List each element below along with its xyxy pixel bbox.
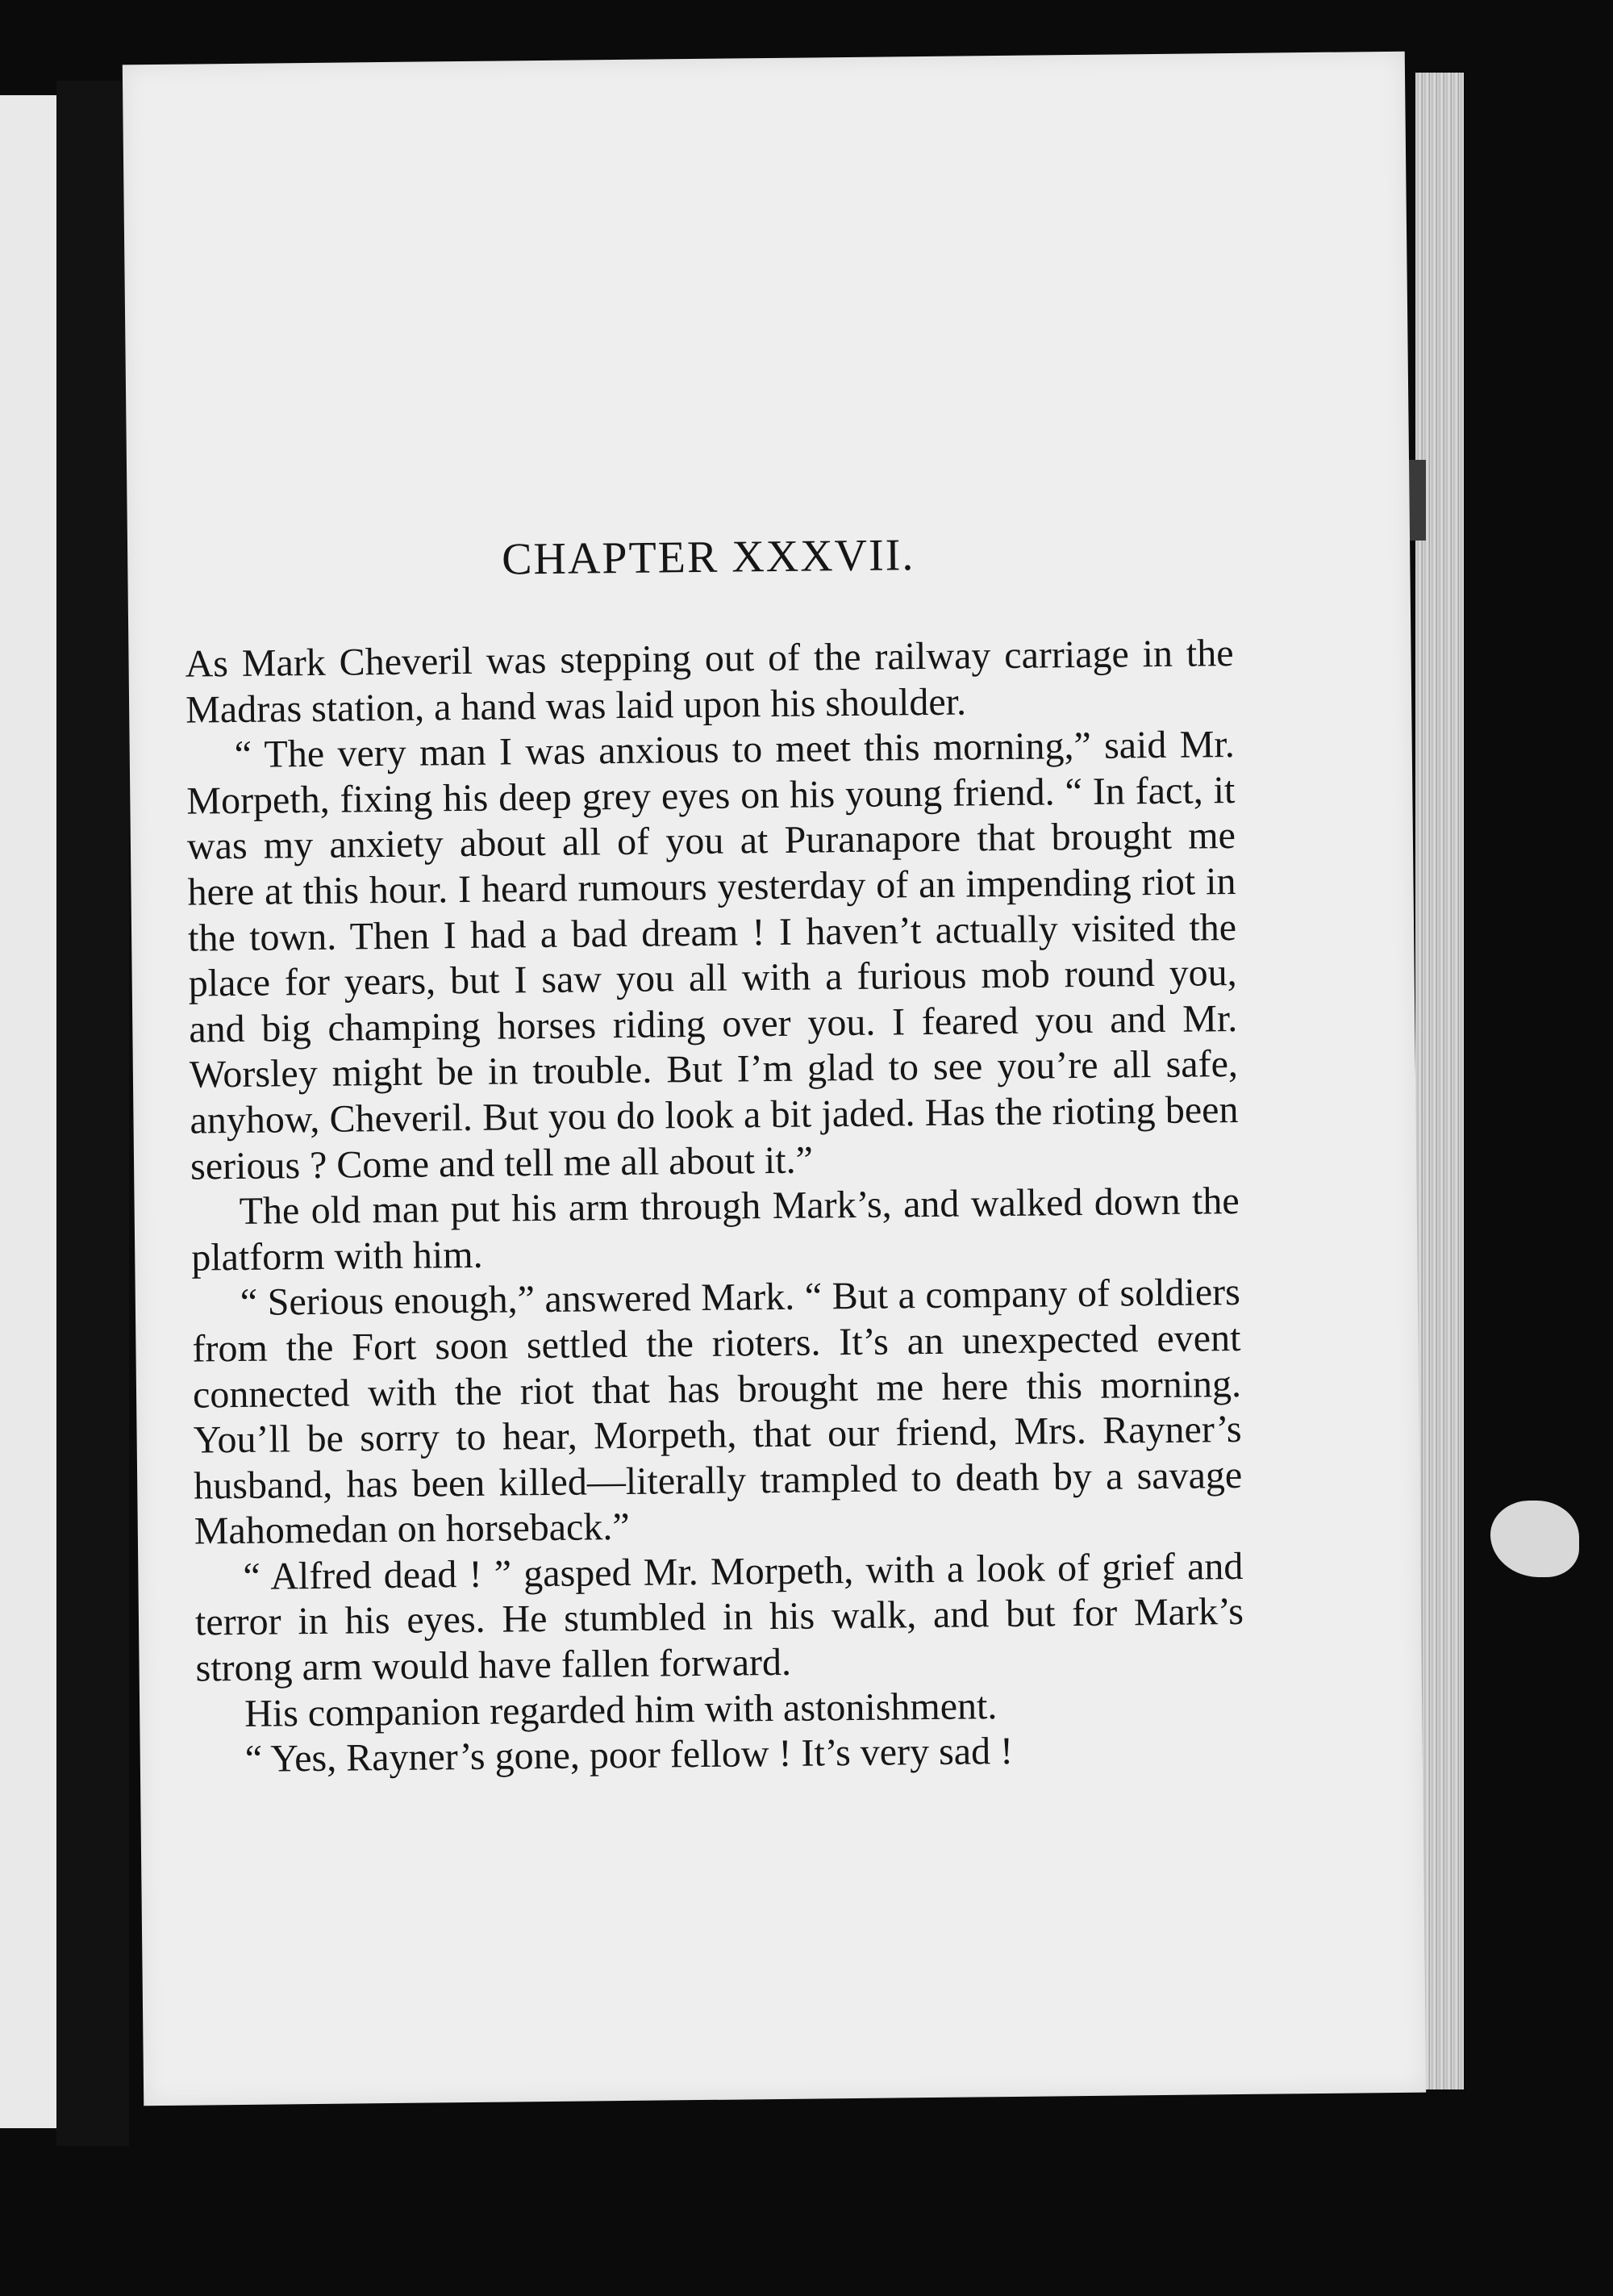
paragraph: “ Yes, Rayner’s gone, poor fellow ! It’s very sad ! (244, 1730, 1014, 1781)
chapter-body (185, 631, 1245, 1783)
paragraph: As Mark Cheveril was stepping out of the railway carriage in the Madras station, a hand was laid upon his shoulder. (185, 632, 1234, 732)
paragraph: His companion regarded him with astonishment. (244, 1684, 998, 1735)
paragraph: “ Alfred dead ! ” gasped Mr. Morpeth, with a look of grief and terror in his eyes. He stumbled in his walk, and but for Mark’s strong arm would have fallen forward. (194, 1544, 1244, 1690)
paragraph: “ Serious enough,” answered Mark. “ But a company of soldiers from the Fort soon settled the rioters. It’s an unexpected event connected with the riot that has brought me here this morning. You’ll be sorry to hear, Morpeth, that our friend, Mrs. Rayner’s husband, has been killed—literally trampled to death by a savage Mahomedan on horseback.” (192, 1271, 1243, 1553)
book-page (123, 52, 1426, 2106)
chapter-title: CHAPTER XXXVII. (501, 530, 915, 585)
previous-page-edge (0, 95, 56, 2128)
paragraph: “ The very man I was anxious to meet this morning,” said Mr. Morpeth, fixing his deep grey eyes on his young friend. “ In fact, it was my anxiety about all of you at Puranapore that brought me here at this hour. I heard rumours yesterday of an impending riot in the town. Then I had a bad dream ! I haven’t actually visited the place for years, but I saw you all with a furious mob round you, and big champing horses riding over you. I feared you and Mr. Worsley might be in trouble. But I’m glad to see you’re all safe, anyhow, Cheveril. But you do look a bit jaded. Has the rioting been serious ? Come and tell me all about it.” (186, 723, 1239, 1188)
book-gutter (56, 81, 129, 2146)
paper-blemish (1490, 1501, 1579, 1577)
paragraph: The old man put his arm through Mark’s, and walked down the platform with him. (191, 1179, 1240, 1279)
page-text (184, 529, 1245, 1783)
